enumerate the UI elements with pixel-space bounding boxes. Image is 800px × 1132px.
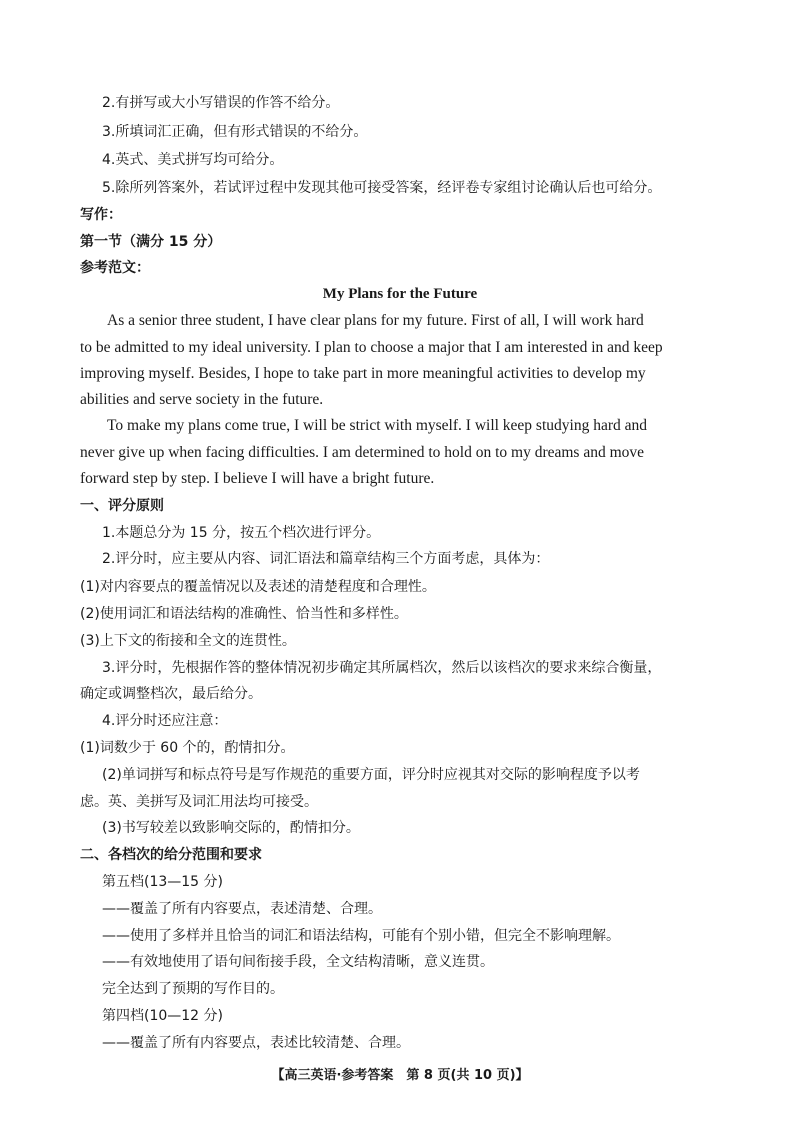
- principle-line: (3)书写较差以致影响交际的，酌情扣分。: [102, 820, 360, 836]
- essay-p1-line4: abilities and serve society in the future.: [80, 391, 324, 408]
- band-line: ——覆盖了所有内容要点，表述清楚、合理。: [102, 901, 382, 917]
- essay-title: My Plans for the Future: [322, 286, 478, 302]
- essay-p1-line1: As a senior three student, I have clear plans for my future. First of all, I will work hard: [107, 312, 644, 329]
- marking-note-5: 5.除所列答案外，若试评过程中发现其他可接受答案，经评卷专家组讨论确认后也可给分。: [102, 180, 662, 196]
- principle-line: 1.本题总分为 15 分，按五个档次进行评分。: [102, 525, 381, 541]
- band-line: 第五档(13—15 分): [102, 874, 224, 890]
- essay-p1-line2: to be admitted to my ideal university. I plan to choose a major that I am interested in and keep: [80, 339, 663, 356]
- principle-line: 虑。英、美拼写及词汇用法均可接受。: [80, 794, 318, 810]
- band-line: 完全达到了预期的写作目的。: [102, 981, 284, 997]
- principle-line: 4.评分时还应注意：: [102, 713, 228, 729]
- band-line: ——使用了多样并且恰当的词汇和语法结构，可能有个别小错，但完全不影响理解。: [102, 928, 620, 944]
- essay-p1-line3: improving myself. Besides, I hope to take part in more meaningful activities to develop my: [80, 365, 646, 382]
- bands-heading: 二、各档次的给分范围和要求: [80, 847, 262, 863]
- principle-line: (1)词数少于 60 个的，酌情扣分。: [80, 740, 295, 756]
- band-line: ——有效地使用了语句间衔接手段，全文结构清晰，意义连贯。: [102, 954, 494, 970]
- sample-essay-heading: 参考范文：: [80, 260, 150, 276]
- essay-p2-line2: never give up when facing difficulties. I am determined to hold on to my dreams and move: [80, 444, 645, 461]
- principles-heading: 一、评分原则: [80, 498, 164, 514]
- principle-line: (1)对内容要点的覆盖情况以及表述的清楚程度和合理性。: [80, 579, 436, 595]
- marking-note-4: 4.英式、美式拼写均可给分。: [102, 152, 284, 168]
- writing-heading: 写作：: [80, 207, 122, 223]
- section1-heading: 第一节（满分 15 分）: [80, 234, 222, 250]
- band-line: 第四档(10—12 分): [102, 1008, 224, 1024]
- principle-line: (2)单词拼写和标点符号是写作规范的重要方面，评分时应视其对交际的影响程度予以考: [102, 767, 640, 783]
- marking-note-3: 3.所填词汇正确，但有形式错误的不给分。: [102, 124, 368, 140]
- marking-note-2: 2.有拼写或大小写错误的作答不给分。: [102, 95, 340, 111]
- essay-p2-line3: forward step by step. I believe I will have a bright future.: [80, 470, 435, 487]
- principle-line: 确定或调整档次，最后给分。: [80, 686, 262, 702]
- page-footer: 【高三英语·参考答案 第 8 页(共 10 页)】: [271, 1068, 529, 1083]
- principle-line: (2)使用词汇和语法结构的准确性、恰当性和多样性。: [80, 606, 408, 622]
- essay-p2-line1: To make my plans come true, I will be strict with myself. I will keep studying hard and: [107, 417, 648, 434]
- band-line: ——覆盖了所有内容要点，表述比较清楚、合理。: [102, 1035, 410, 1051]
- principle-line: 2.评分时，应主要从内容、词汇语法和篇章结构三个方面考虑，具体为：: [102, 551, 550, 567]
- principle-line: 3.评分时，先根据作答的整体情况初步确定其所属档次，然后以该档次的要求来综合衡量，: [102, 660, 662, 676]
- principle-line: (3)上下文的衔接和全文的连贯性。: [80, 633, 296, 649]
